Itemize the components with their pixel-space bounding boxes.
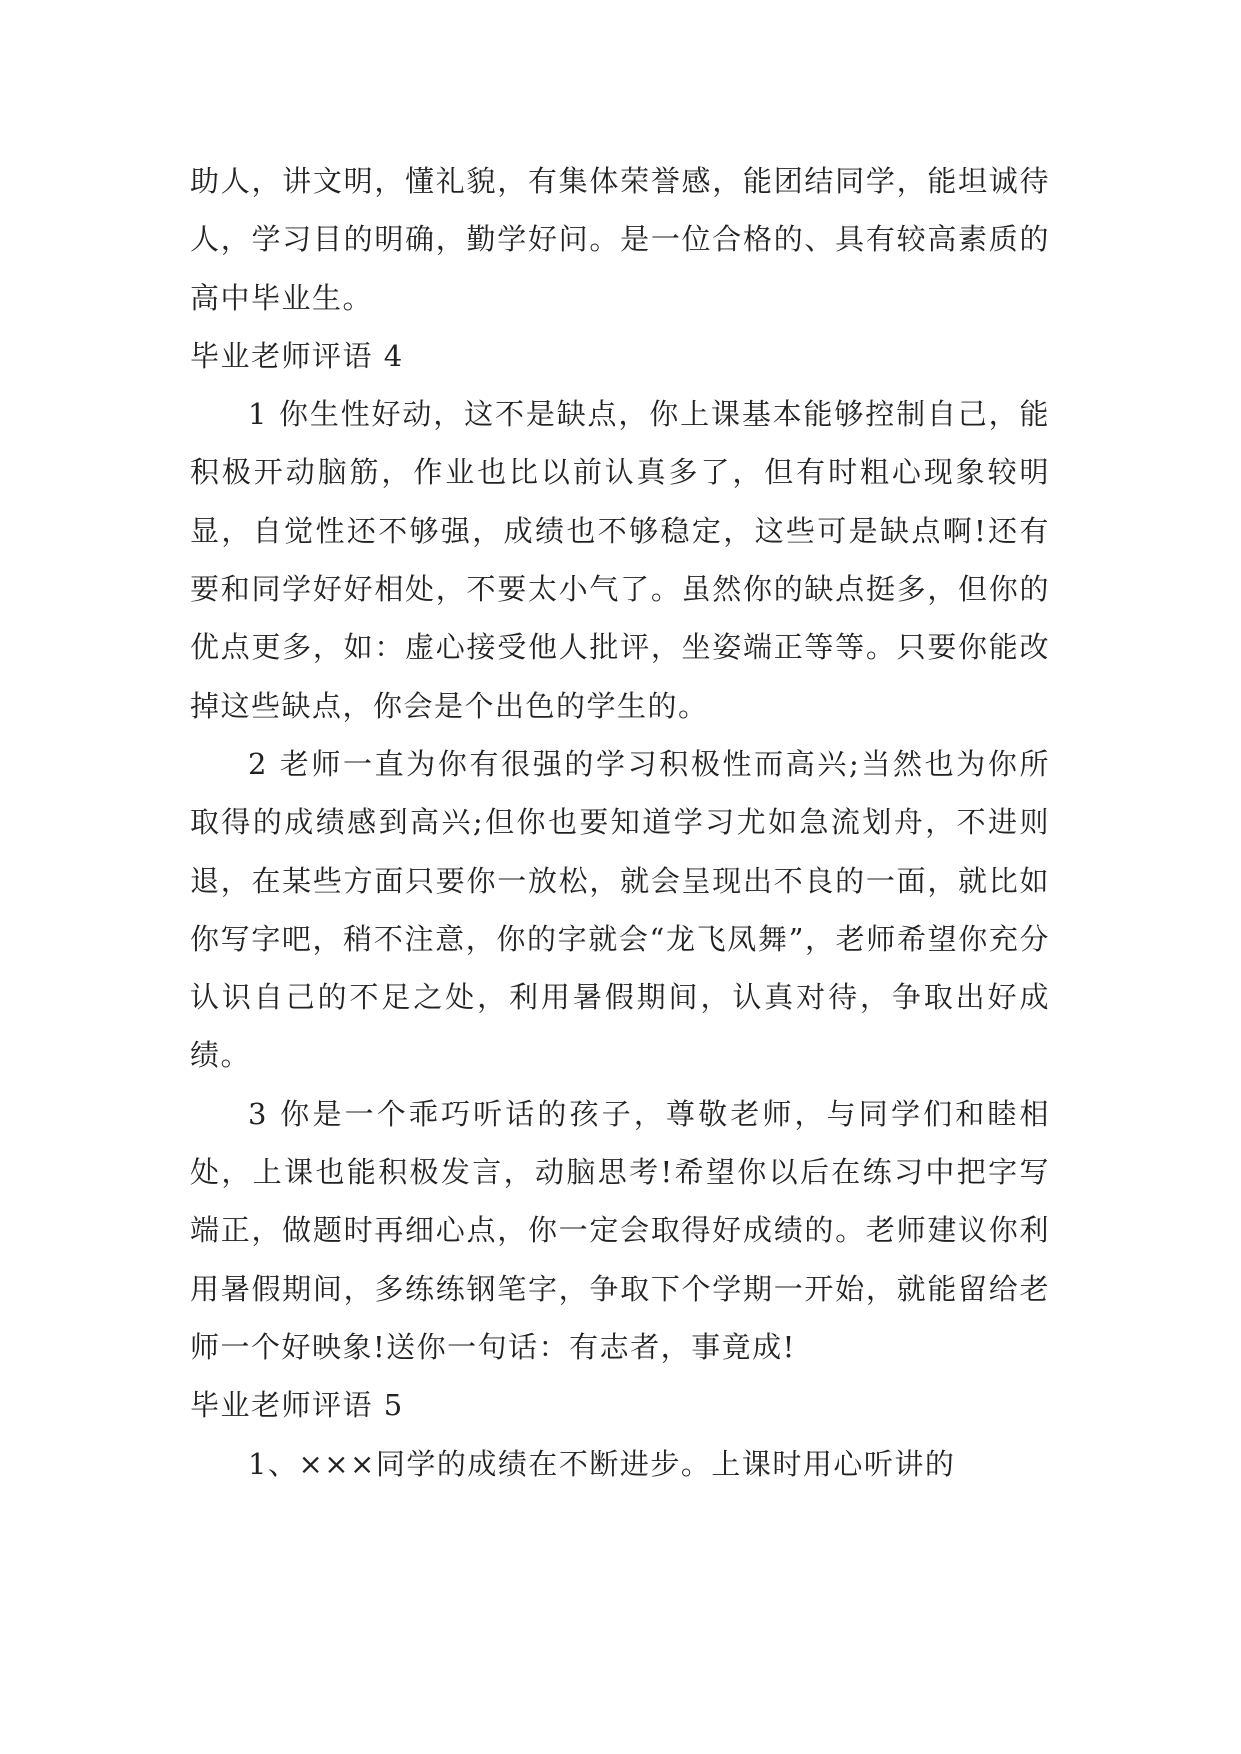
- paragraph-continuation: 助人，讲文明，懂礼貌，有集体荣誉感，能团结同学，能坦诚待人，学习目的明确，勤学好问。是一位合格的、具有较高素质的高中毕业生。: [190, 164, 1050, 315]
- paragraph-comment-2: 2 老师一直为你有很强的学习积极性而高兴;当然也为你所取得的成绩感到高兴;但你也要知道学习尤如急流划舟，不进则退，在某些方面只要你一放松，就会呈现出不良的一面，就比如你写字吧，稍不注意，你的字就会“龙飞凤舞”，老师希望你充分认识自己的不足之处，利用暑假期间，认真对待，争取出好成绩。: [190, 746, 1050, 1073]
- paragraph-comment-5-1: 1、×××同学的成绩在不断进步。上课时用心听讲的: [248, 1446, 956, 1481]
- document-body: [190, 152, 1050, 1493]
- section-heading-5: 毕业老师评语 5: [190, 1388, 404, 1423]
- paragraph-comment-1: 1 你生性好动，这不是缺点，你上课基本能够控制自己，能积极开动脑筋，作业也比以前认真多了，但有时粗心现象较明显，自觉性还不够强，成绩也不够稳定，这些可是缺点啊!还有要和同学好好相处，不要太小气了。虽然你的缺点挺多，但你的优点更多，如：虚心接受他人批评，坐姿端正等等。只要你能改掉这些缺点，你会是个出色的学生的。: [190, 397, 1050, 723]
- paragraph-comment-3: 3 你是一个乖巧听话的孩子，尊敬老师，与同学们和睦相处，上课也能积极发言，动脑思考!希望你以后在练习中把字写端正，做题时再细心点，你一定会取得好成绩的。老师建议你利用暑假期间，多练练钢笔字，争取下个学期一开始，就能留给老师一个好映象!送你一句话：有志者，事竟成!: [190, 1096, 1050, 1364]
- section-heading-4: 毕业老师评语 4: [190, 338, 404, 373]
